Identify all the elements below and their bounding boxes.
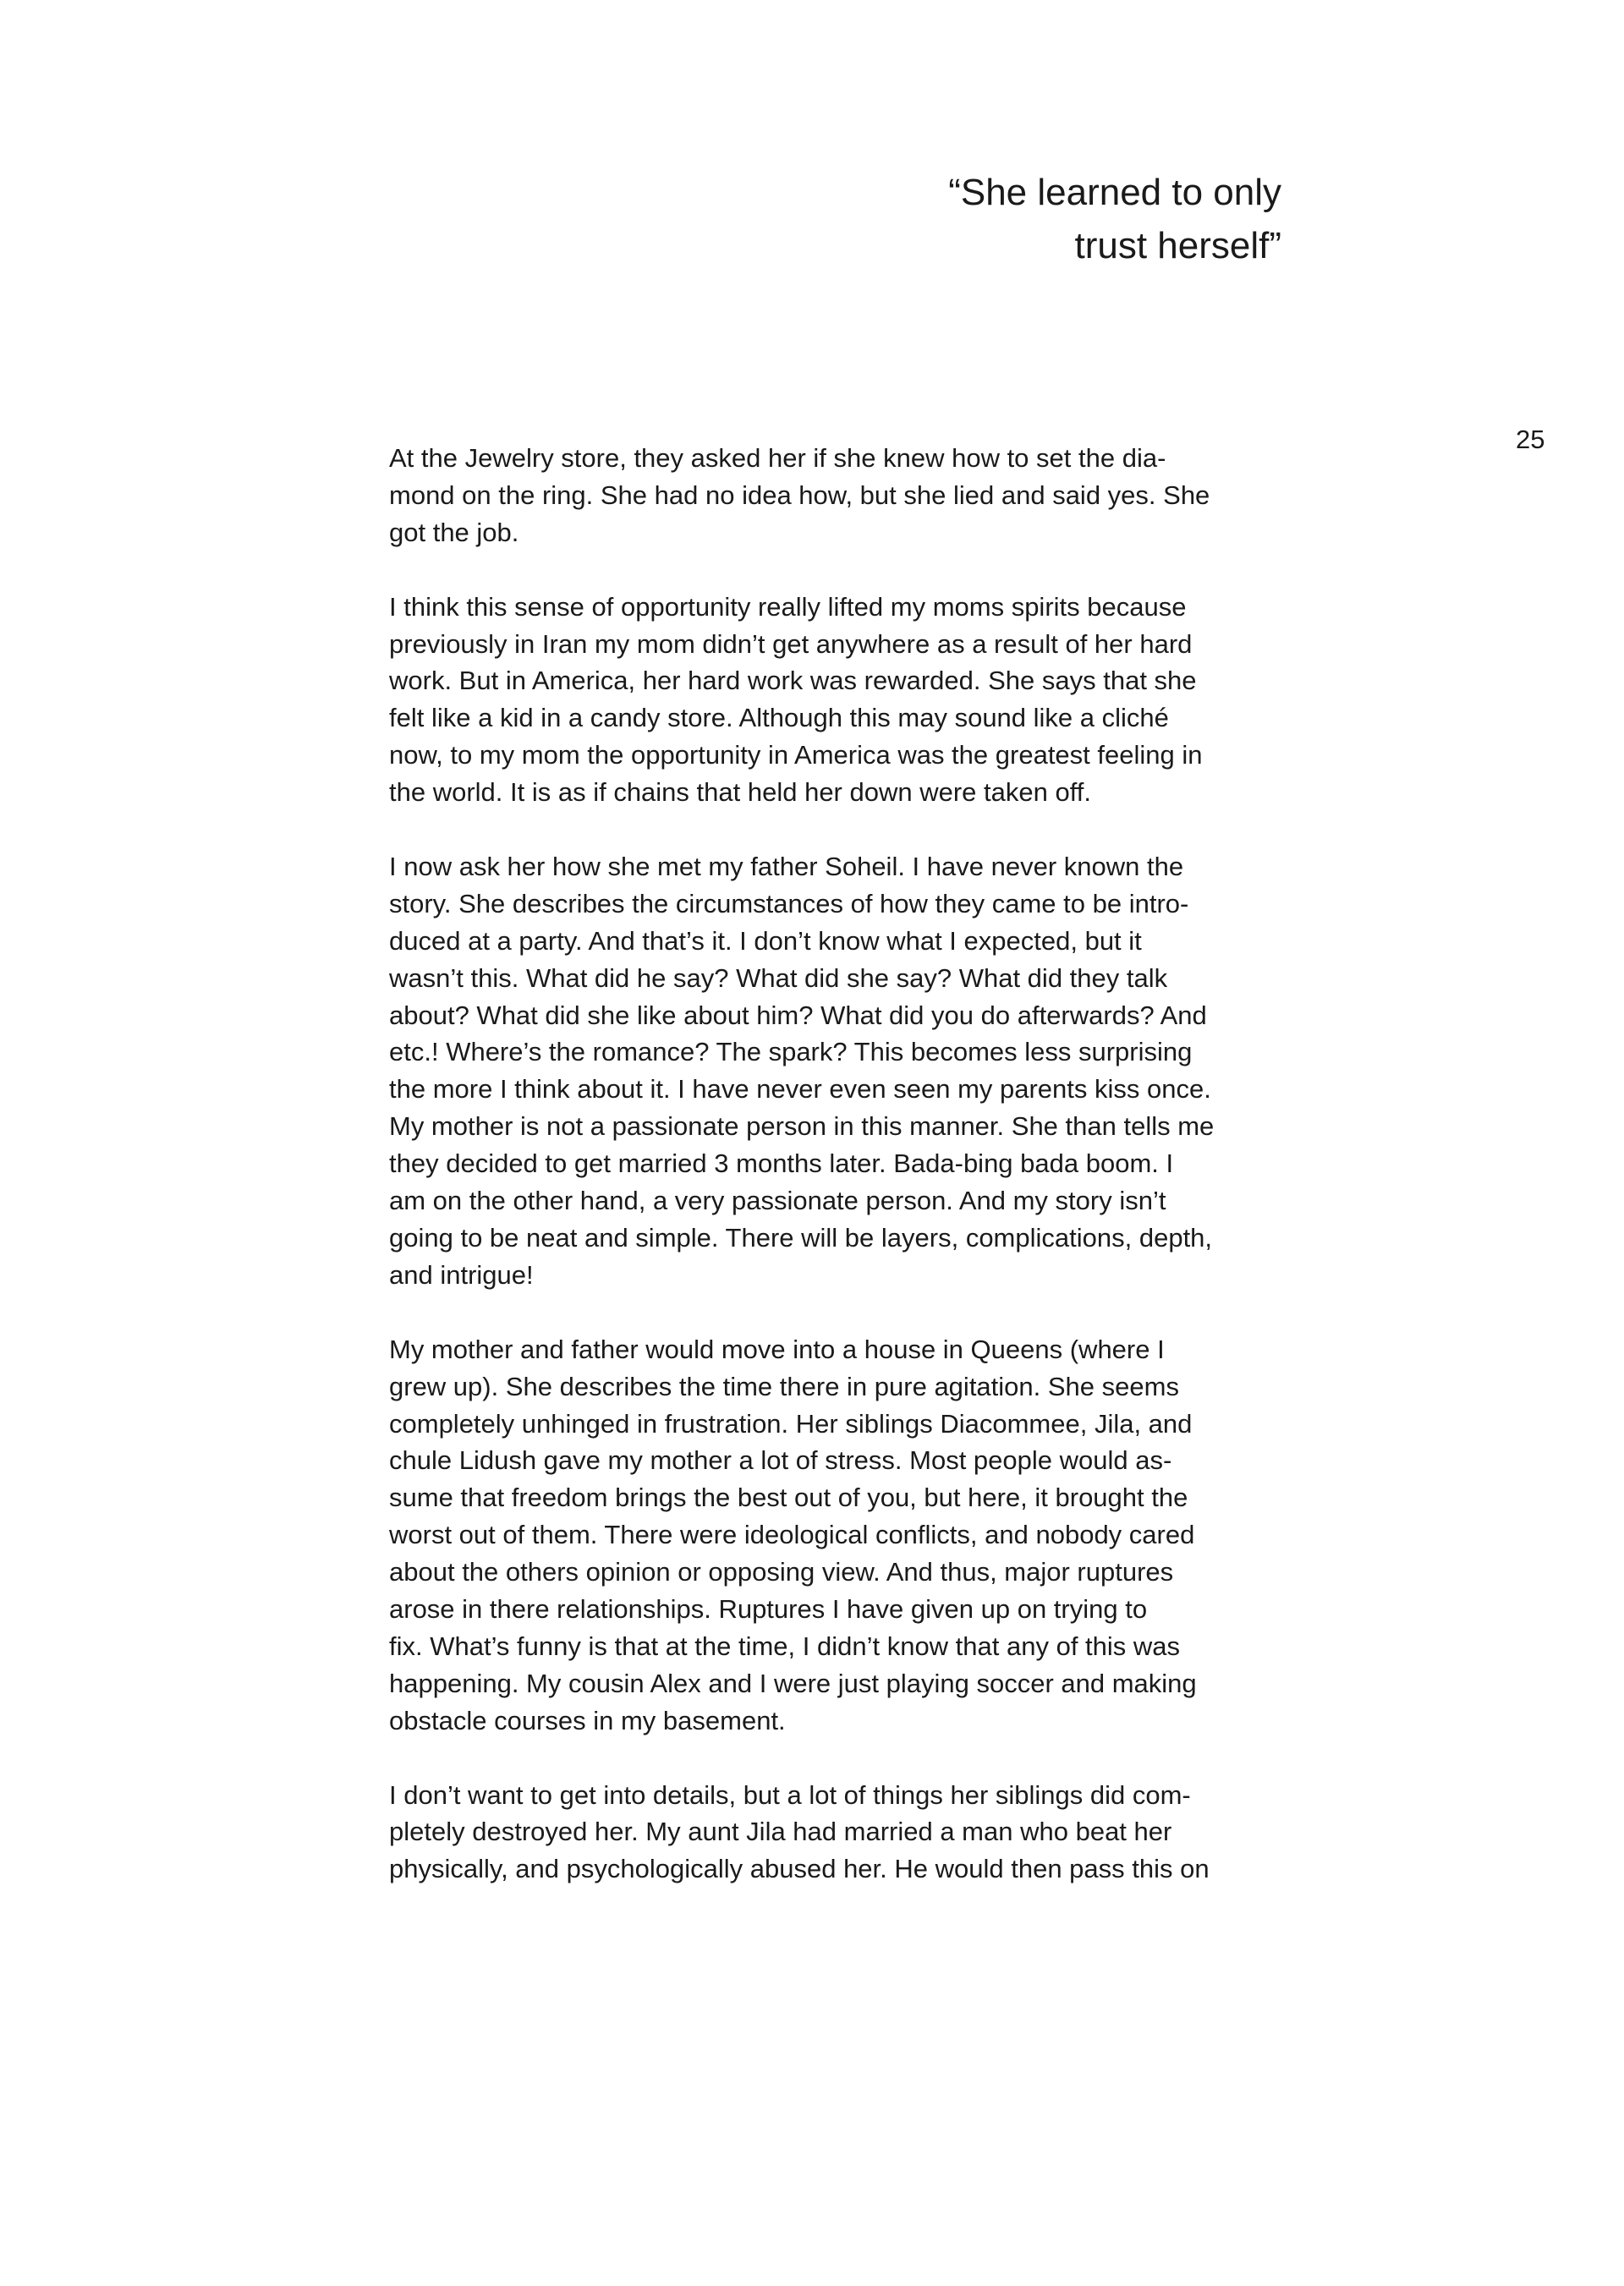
paragraph	[389, 848, 1286, 1294]
paragraph	[389, 440, 1286, 551]
text-line: mond on the ring. She had no idea how, but she lied and said yes. She	[389, 480, 1210, 510]
text-line: physically, and psychologically abused her. He would then pass this on	[389, 1854, 1210, 1884]
text-line: wasn’t this. What did he say? What did she say? What did they talk	[389, 962, 1168, 993]
text-line: etc.! Where’s the romance? The spark? This becomes less surprising	[389, 1037, 1193, 1067]
text-line: My mother is not a passionate person in this manner. She than tells me	[389, 1111, 1215, 1142]
text-line: grew up). She describes the time there in pure agitation. She seems	[389, 1371, 1179, 1401]
text-line: I think this sense of opportunity really lifted my moms spirits because	[389, 591, 1187, 622]
text-line: fix. What’s funny is that at the time, I didn’t know that any of this was	[389, 1631, 1181, 1661]
text-line: am on the other hand, a very passionate person. And my story isn’t	[389, 1186, 1166, 1216]
text-line: chule Lidush gave my mother a lot of stress. Most people would as-	[389, 1445, 1172, 1476]
text-line: previously in Iran my mom didn’t get anywhere as a result of her hard	[389, 628, 1193, 659]
body-text	[389, 440, 1286, 1925]
paragraph	[389, 1331, 1286, 1740]
text-line: arose in there relationships. Ruptures I have given up on trying to	[389, 1594, 1148, 1625]
text-line: going to be neat and simple. There will be layers, complications, depth,	[389, 1223, 1213, 1253]
text-line: obstacle courses in my basement.	[389, 1705, 786, 1735]
text-line: worst out of them. There were ideological conflicts, and nobody cared	[389, 1520, 1195, 1550]
pull-quote-line: trust herself”	[1074, 225, 1281, 266]
text-line: duced at a party. And that’s it. I don’t know what I expected, but it	[389, 925, 1142, 956]
text-line: got the job.	[389, 517, 519, 547]
text-line: pletely destroyed her. My aunt Jila had married a man who beat her	[389, 1817, 1172, 1847]
text-line: I now ask her how she met my father Soheil. I have never known the	[389, 851, 1184, 881]
text-line: the world. It is as if chains that held her down were taken off.	[389, 777, 1091, 808]
text-line: about the others opinion or opposing view. And thus, major ruptures	[389, 1557, 1174, 1587]
paragraph	[389, 1777, 1286, 1889]
text-line: At the Jewelry store, they asked her if she knew how to set the dia-	[389, 443, 1166, 473]
text-line: about? What did she like about him? What did you do afterwards? And	[389, 1000, 1207, 1030]
paragraph	[389, 589, 1286, 811]
text-line: completely unhinged in frustration. Her siblings Diacommee, Jila, and	[389, 1408, 1193, 1439]
text-line: now, to my mom the opportunity in America was the greatest feeling in	[389, 740, 1203, 770]
text-line: the more I think about it. I have never even seen my parents kiss once.	[389, 1074, 1211, 1105]
text-line: My mother and father would move into a house in Queens (where I	[389, 1334, 1165, 1364]
text-line: work. But in America, her hard work was rewarded. She says that she	[389, 666, 1197, 696]
text-line: I don’t want to get into details, but a lot of things her siblings did com-	[389, 1779, 1191, 1810]
text-line: they decided to get married 3 months later. Bada-bing bada boom. I	[389, 1148, 1174, 1179]
page-number: 25	[1516, 425, 1545, 454]
text-line: sume that freedom brings the best out of you, but here, it brought the	[389, 1483, 1188, 1513]
pull-quote-line: “She learned to only	[948, 172, 1281, 213]
pull-quote	[689, 166, 1281, 272]
text-line: happening. My cousin Alex and I were just playing soccer and making	[389, 1668, 1197, 1698]
text-line: felt like a kid in a candy store. Although this may sound like a cliché	[389, 703, 1169, 733]
text-line: story. She describes the circumstances of how they came to be intro-	[389, 888, 1189, 918]
text-line: and intrigue!	[389, 1259, 534, 1290]
